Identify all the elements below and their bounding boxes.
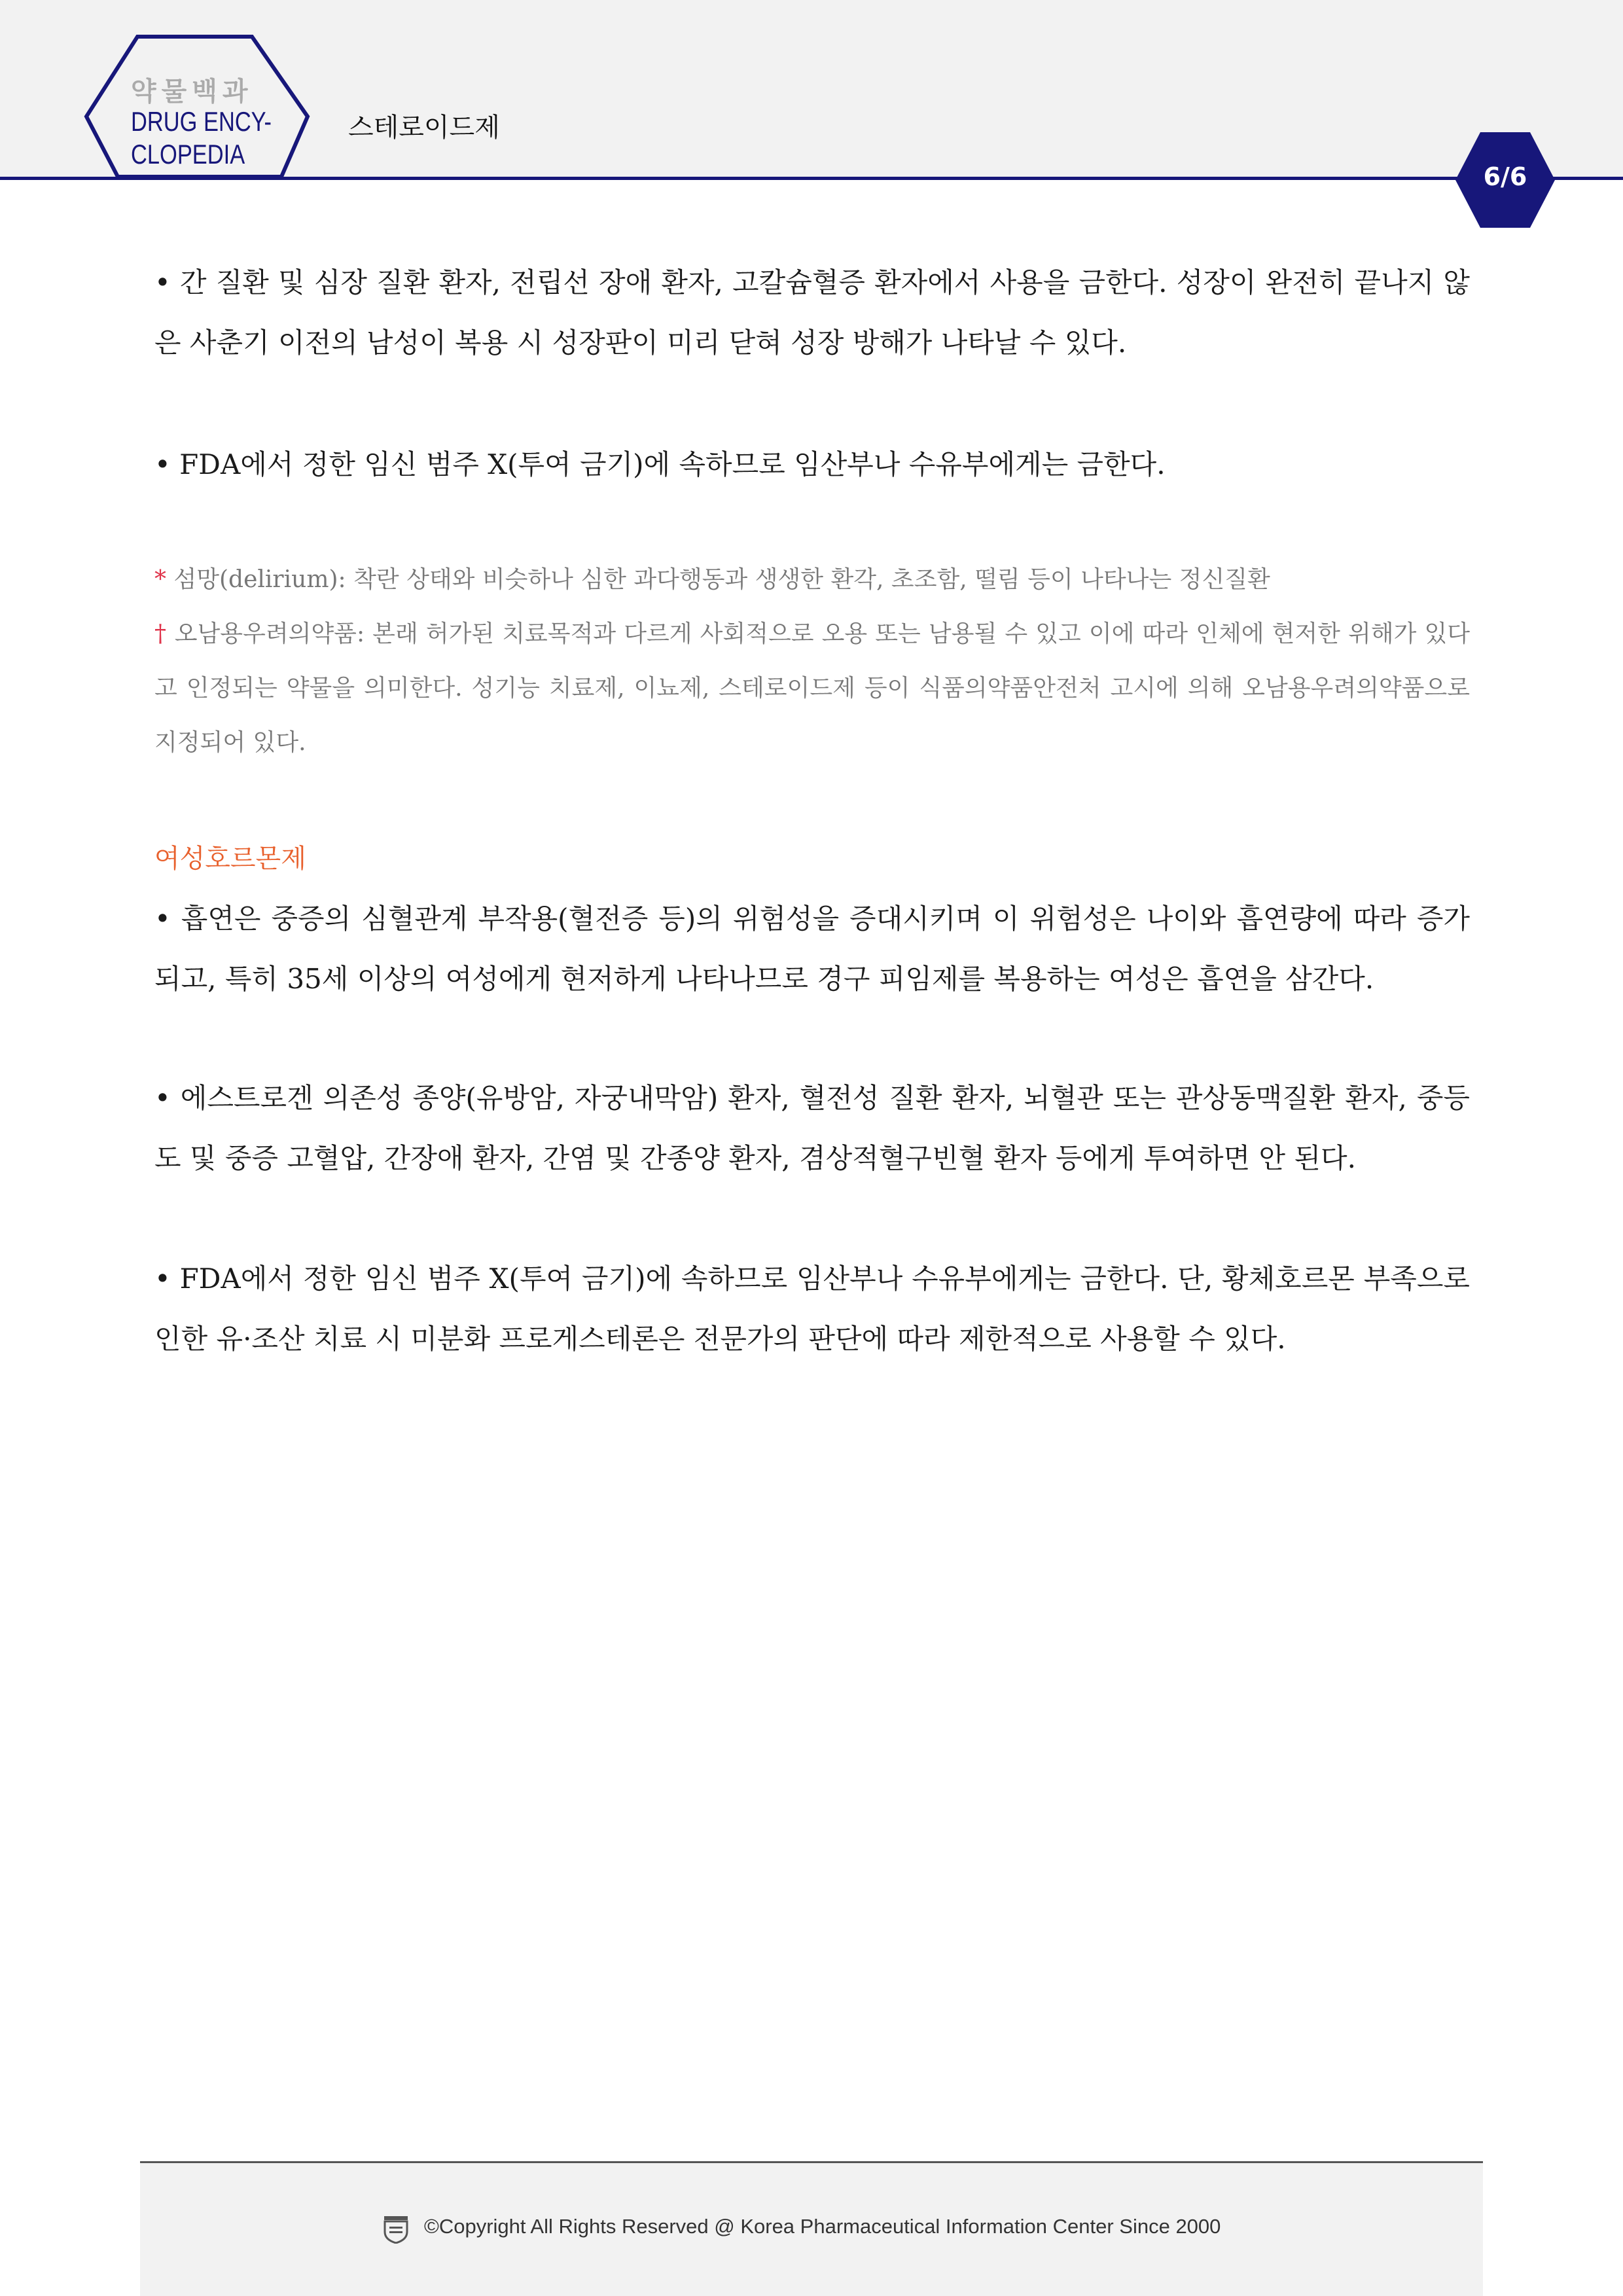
footnotes <box>154 552 1470 770</box>
shield-emblem-icon <box>382 2215 410 2244</box>
paragraph-smoking-risk: • 흡연은 중증의 심혈관계 부작용(혈전증 등)의 위험성을 증대시키며 이 위험성은 나이와 흡연량에 따라 증가되고, 특히 35세 이상의 여성에게 현저하게 나타나므로 경구 피임제를 복용하는 여성은 흡연을 삼간다. <box>154 903 1470 995</box>
document-title: 스테로이드제 <box>348 113 500 143</box>
copyright-text: ©Copyright All Rights Reserved @ Korea Pharmaceutical Information Center Since 2000 <box>424 2215 1221 2238</box>
footnote-misuse-drugs <box>154 607 1470 770</box>
paragraph-pregnancy-category-x: • FDA에서 정한 임신 범주 X(투여 금기)에 속하므로 임산부나 수유부에게는 금한다. <box>154 448 1166 480</box>
page-number: 6/6 <box>1483 162 1527 191</box>
logo-korean-text: 약물백과 <box>131 77 253 107</box>
paragraph-pregnancy-progesterone: • FDA에서 정한 임신 범주 X(투여 금기)에 속하므로 임산부나 수유부에게는 금한다. 단, 황체호르몬 부족으로 인한 유·조산 치료 시 미분화 프로게스테론은 전문가의 판단에 따라 제한적으로 사용할 수 있다. <box>154 1263 1470 1355</box>
section-title-female-hormones: 여성호르몬제 <box>154 844 306 874</box>
footnote-misuse-text: 오남용우려의약품: 본래 허가된 치료목적과 다르게 사회적으로 오용 또는 남용될 수 있고 이에 따라 인체에 현저한 위해가 있다고 인정되는 약물을 의미한다. 성기능 치료제, 이뇨제, 스테로이드제 등이 식품의약품안전처 고시에 의해 오남용우려의약품으로 지정되어 있다. <box>154 620 1470 756</box>
paragraph-estrogen-contraindication: • 에스트로겐 의존성 종양(유방암, 자궁내막암) 환자, 혈전성 질환 환자, 뇌혈관 또는 관상동맥질환 환자, 중등도 및 중증 고혈압, 간장애 환자, 간염 및 간종양 환자, 겸상적혈구빈혈 환자 등에게 투여하면 안 된다. <box>154 1082 1470 1174</box>
logo-english-line2: CLOPEDIA <box>131 139 245 170</box>
paragraph-liver-heart-contraindication: • 간 질환 및 심장 질환 환자, 전립선 장애 환자, 고칼슘혈증 환자에서 사용을 금한다. 성장이 완전히 끝나지 않은 사춘기 이전의 남성이 복용 시 성장판이 미리 닫혀 성장 방해가 나타날 수 있다. <box>154 266 1470 359</box>
footnote-dagger-mark: † <box>154 620 167 647</box>
footnote-asterisk-mark: * <box>154 566 166 593</box>
logo-english-line1: DRUG ENCY- <box>131 106 272 137</box>
header-rule <box>0 177 1623 180</box>
footnote-delirium <box>154 552 1470 607</box>
footer-rule <box>140 2161 1483 2163</box>
footnote-delirium-text: 섬망(delirium): 착란 상태와 비슷하나 심한 과다행동과 생생한 환각, 초조함, 떨림 등이 나타나는 정신질환 <box>166 566 1270 593</box>
